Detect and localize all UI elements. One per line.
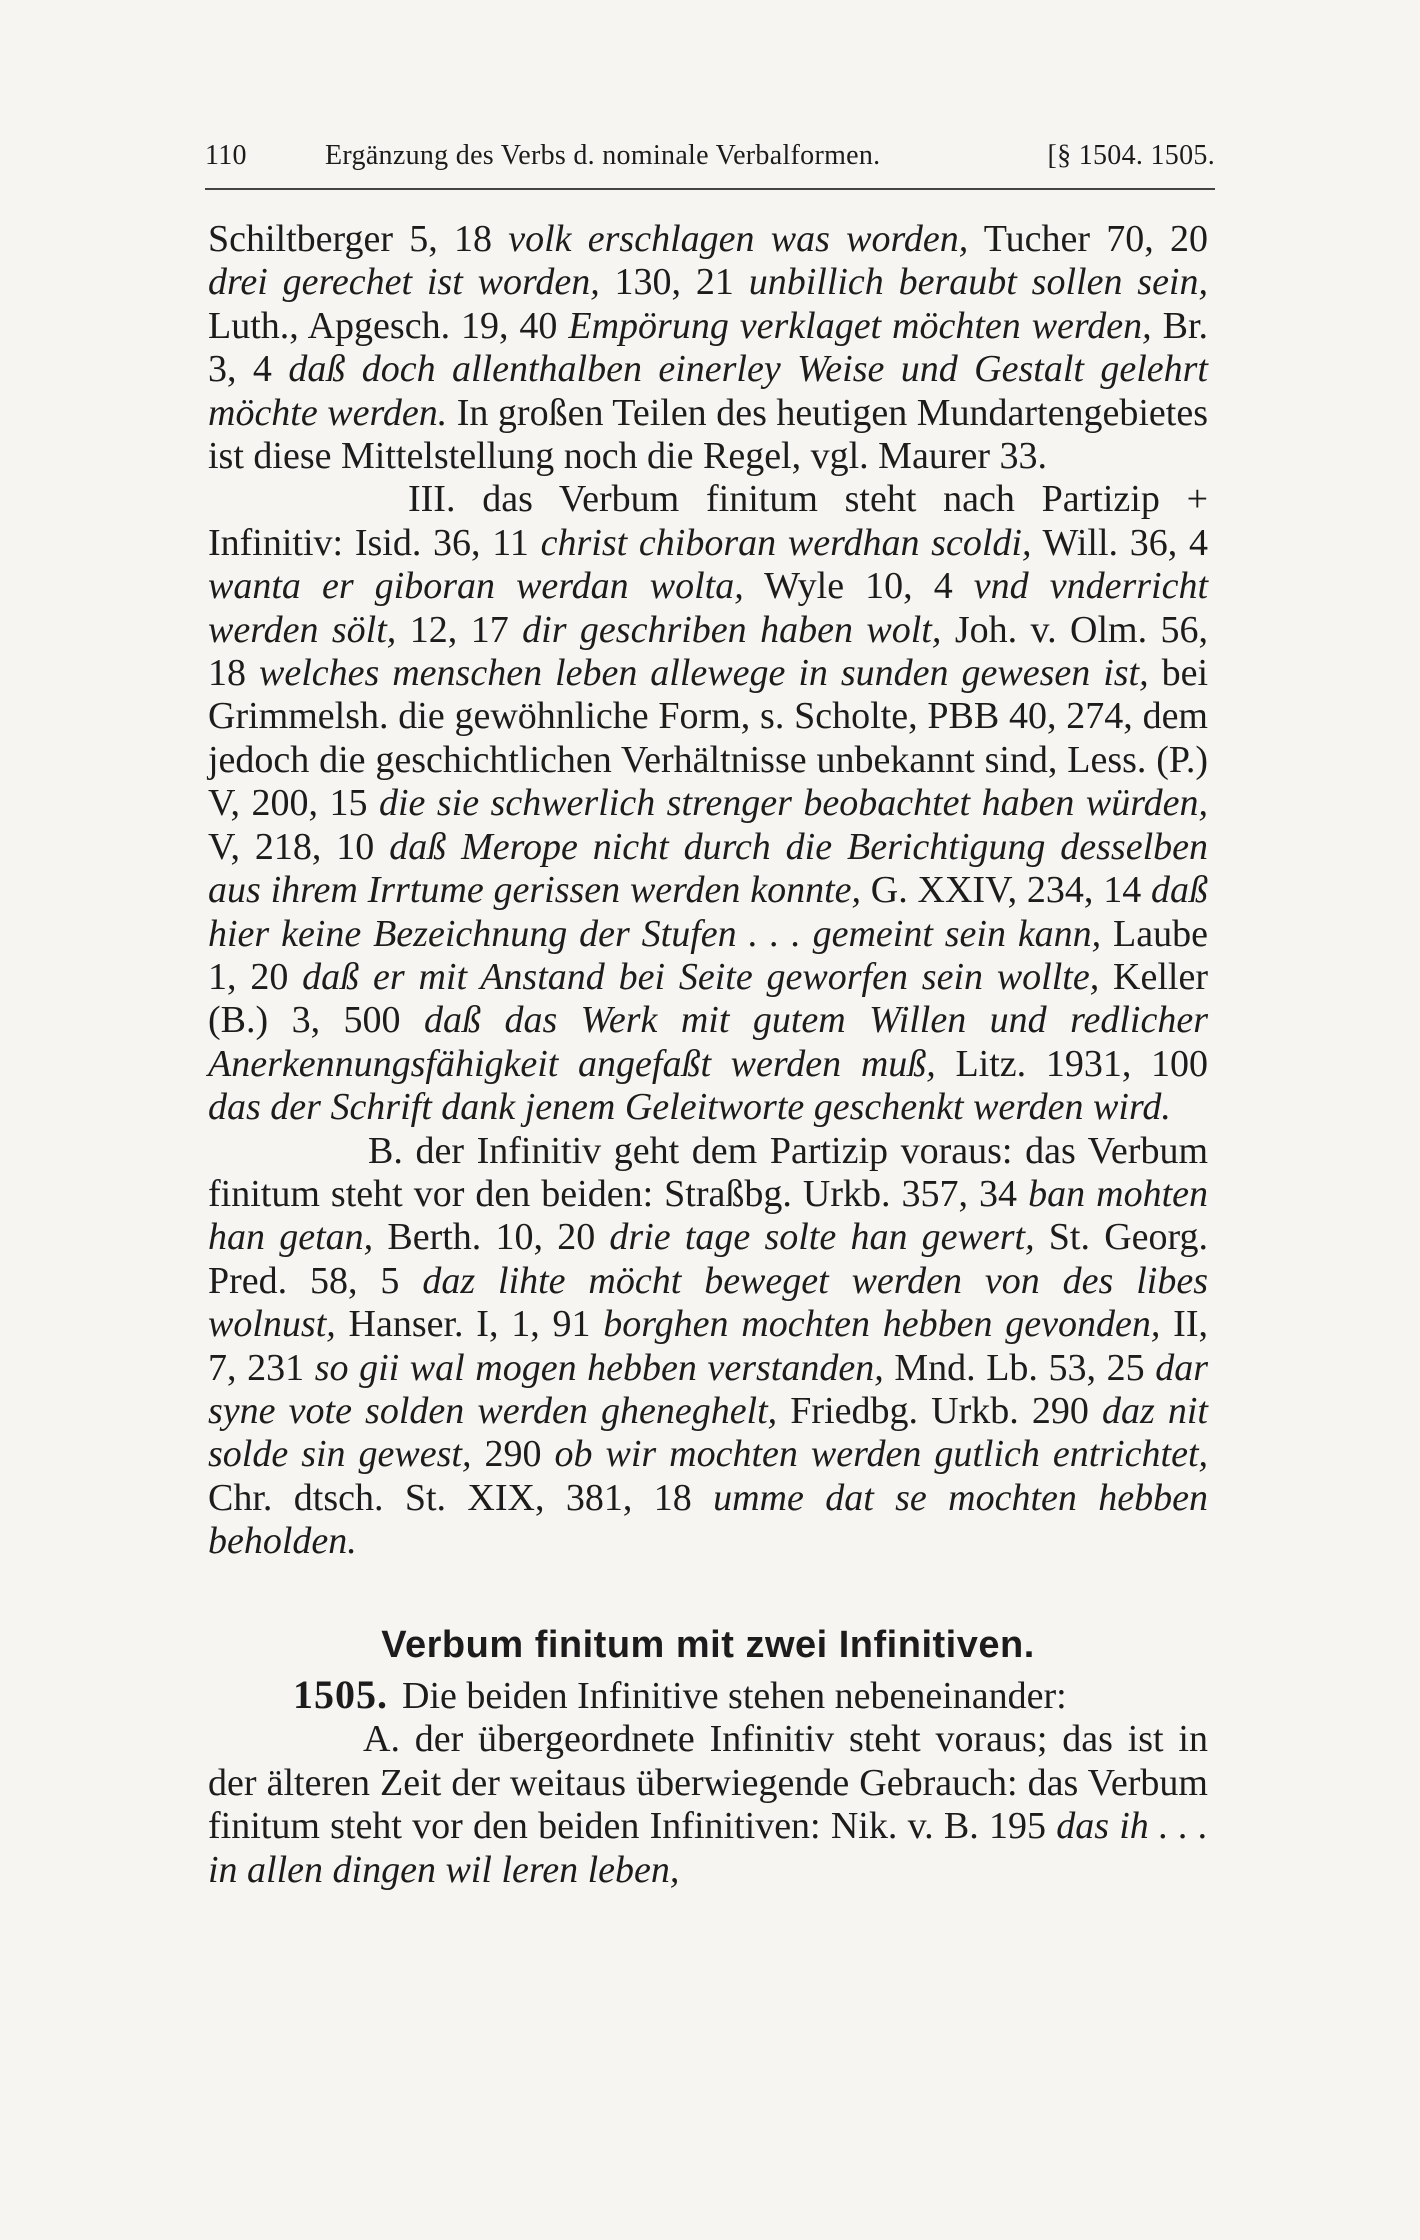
section-heading: Verbum finitum mit zwei Infinitiven. [381,1623,1035,1666]
italic-citation: das der Schrift dank jenem Geleitworte geschenkt werden wird. [208,1086,1171,1129]
body-text [208,218,1208,1892]
paragraph-2 [208,478,1208,1129]
paragraph-3 [208,1130,1208,1564]
italic-citation: dar syne vote solden werden gheneghelt, [208,1346,1208,1432]
italic-citation: drie tage solte han gewert, [609,1216,1035,1259]
italic-citation: vnd vnderricht werden sölt, [208,565,1208,651]
text-run: Friedbg. Urkb. 290 [777,1389,1102,1432]
text-run: III. das Verbum finitum steht nach Partizip + Infinitiv: Isid. 36, 11 [208,478,1208,564]
italic-citation: ob wir mochten werden gutlich entrichtet, [554,1433,1209,1476]
text-run: Keller (B.) 3, 500 [208,955,1208,1042]
text-run: St. Georg. Pred. 58, 5 [208,1216,1208,1302]
text-run: In großen Teilen des heutigen Mundartengebietes ist diese Mittelstellung noch die Regel, vgl. Maurer 33. [208,391,1208,478]
italic-citation: wanta er giboran werdan wolta, [208,565,744,608]
running-title: Ergänzung des Verbs d. nominale Verbalformen. [325,140,881,171]
italic-citation: volk erschlagen was worden, [508,218,969,260]
text-run: G. XXIV, 234, 14 [861,869,1151,912]
text-run: 130, 21 [599,261,749,304]
paragraph-4-text [402,1675,1067,1717]
italic-citation: daß hier keine Bezeichnung der Stufen . . . gemeint sein kann, [208,869,1208,955]
italic-citation: dir geschriben haben wolt, [522,608,942,651]
italic-citation: borghen mochten hebben gevonden, [603,1303,1161,1346]
italic-citation: daß doch allenthalben einerley Weise und Gestalt gelehrt möchte werden. [208,348,1208,434]
text-run: Mnd. Lb. 53, 25 [883,1346,1156,1389]
italic-citation: daß er mit Anstand bei Seite geworfen sein wollte, [302,955,1100,998]
paragraph-5 [208,1718,1208,1892]
text-run: Joh. v. Olm. 56, 18 [208,608,1209,695]
text-run: Luth., Apgesch. 19, 40 [208,304,569,347]
text-run: Tucher 70, 20 [968,218,1209,260]
text-run: Chr. dtsch. St. XIX, 381, 18 [208,1476,714,1519]
section-reference: [§ 1504. 1505. [1047,140,1215,171]
italic-citation: die sie schwerlich strenger beobachtet haben würden, [378,782,1208,825]
italic-citation: daß das Werk mit gutem Willen und redlicher Anerkennungsfähigkeit angefaßt werden muß, [208,999,1209,1085]
text-run: Will. 36, 4 [1031,521,1208,564]
italic-citation: drei gerechet ist worden, [208,261,600,304]
paragraph-4 [208,1673,1208,1718]
italic-citation: christ chiboran werdhan scoldi, [540,521,1032,564]
italic-citation: welches menschen leben allewege in sunden gewesen ist, [258,652,1149,695]
text-run: 12, 17 [396,608,523,651]
text-run: A. der übergeordnete Infinitiv steht voraus; das ist in der älteren Zeit der weitaus überwiegende Gebrauch: das Verbum finitum steht vor den beiden Infinitiven: Nik. v. B. 195 [208,1718,1208,1848]
page-number: 110 [205,140,247,171]
italic-citation: Empörung verklaget möchten werden, [568,304,1152,347]
text-run: II, 7, 231 [208,1303,1208,1389]
italic-citation: daz lihte möcht beweget werden von des libes wolnust, [208,1259,1208,1346]
italic-citation: so gii wal mogen hebben verstanden, [314,1346,884,1389]
section-number: 1505. [293,1672,388,1717]
text-run: Laube 1, 20 [208,912,1208,998]
italic-citation: daz nit solde sin gewest, [208,1389,1208,1476]
text-run: Schiltberger 5, 18 [208,218,509,260]
text-run: Br. 3, 4 [208,304,1209,391]
text-run: bei Grimmelsh. die gewöhnliche Form, s. Scholte, PBB 40, 274, dem jedoch die geschichtlichen Verhältnisse unbekannt sind, Less. (P.) V, 200, 15 [208,652,1209,825]
text-run: Berth. 10, 20 [373,1216,610,1259]
text-run: Die beiden Infinitive stehen nebeneinander: [402,1675,1067,1717]
italic-citation: das ih . . . in allen dingen wil leren leben, [208,1805,1208,1891]
italic-citation: umme dat se mochten hebben beholden. [208,1476,1208,1563]
text-run: B. der Infinitiv geht dem Partizip voraus: das Verbum finitum steht vor den beiden: Straßbg. Urkb. 357, 34 [208,1129,1208,1215]
paragraph-1 [208,218,1208,478]
text-run: V, 218, 10 [208,825,390,868]
text-run: Wyle 10, 4 [743,565,974,608]
text-run: 290 [471,1433,555,1476]
italic-citation: unbillich beraubt sollen sein, [748,261,1208,304]
text-run: Hanser. I, 1, 91 [335,1303,604,1346]
italic-citation: daß Merope nicht durch die Berichtigung desselben aus ihrem Irrtume gerissen werden konnte, [208,825,1208,912]
italic-citation: ban mohten han getan, [208,1172,1208,1259]
text-run: Litz. 1931, 100 [935,1042,1208,1085]
header-rule [205,188,1215,190]
